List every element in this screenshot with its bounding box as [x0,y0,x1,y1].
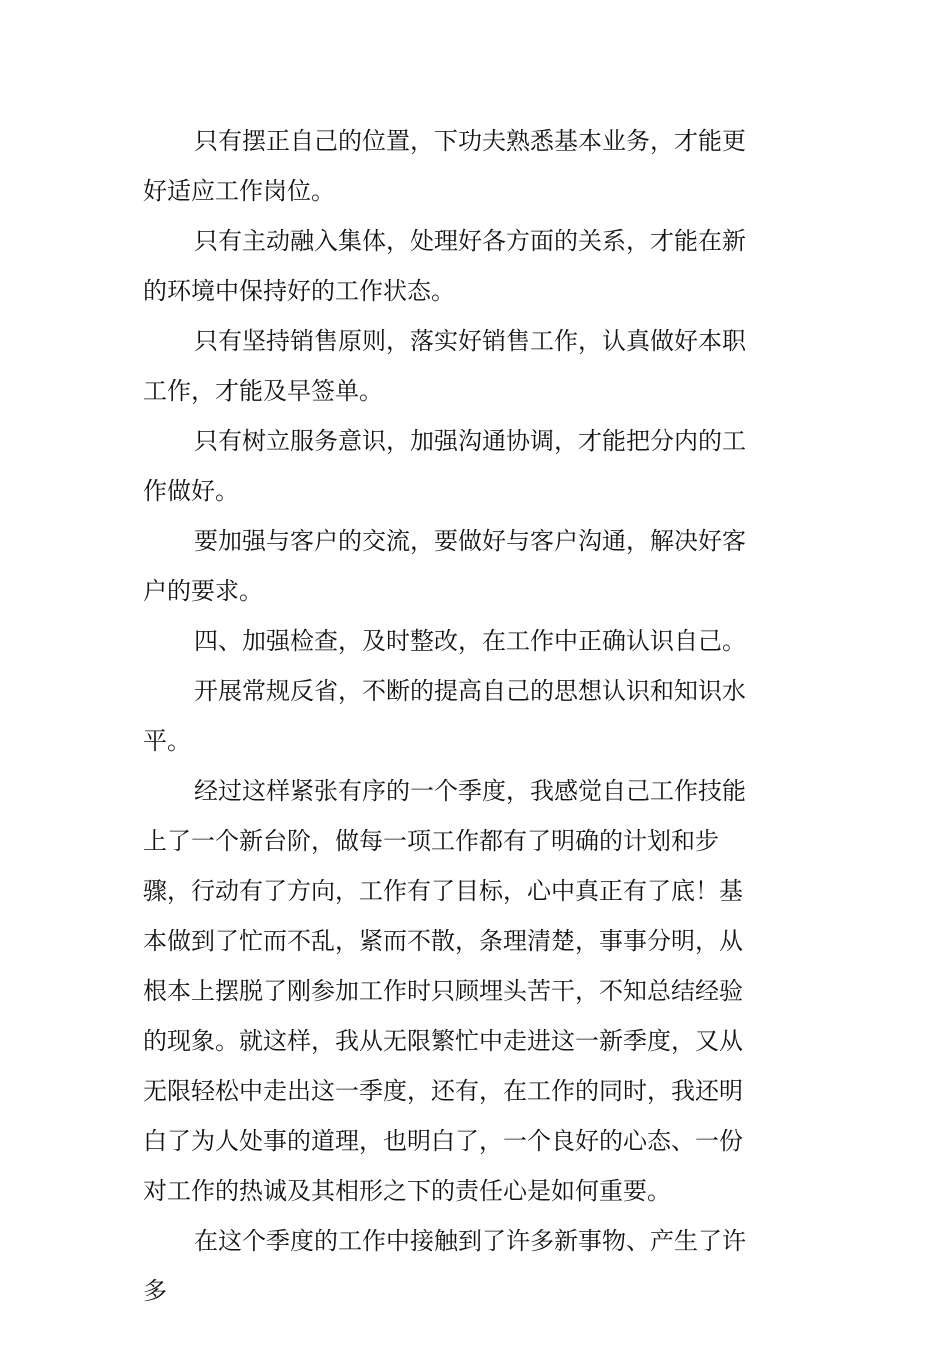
document-body [143,116,755,1316]
section-heading: 四、加强检查，及时整改，在工作中正确认识自己。 [194,627,746,655]
paragraph-8: 经过这样紧张有序的一个季度，我感觉自己工作技能上了一个新台阶，做每一项工作都有了明确的计划和步骤，行动有了方向，工作有了目标，心中真正有了底！基本做到了忙而不乱，紧而不散，条理清楚，事事分明，从根本上摆脱了刚参加工作时只顾埋头苦干，不知总结经验的现象。就这样，我从无限繁忙中走进这一新季度，又从无限轻松中走出这一季度，还有，在工作的同时，我还明白了为人处事的道理，也明白了，一个良好的心态、一份对工作的热诚及其相形之下的责任心是如何重要。 [143,777,746,1205]
paragraph-9: 在这个季度的工作中接触到了许多新事物、产生了许多 [143,1227,746,1305]
paragraph-4: 只有树立服务意识，加强沟通协调，才能把分内的工作做好。 [143,427,746,505]
paragraph-1: 只有摆正自己的位置，下功夫熟悉基本业务，才能更好适应工作岗位。 [143,127,746,205]
paragraph-2: 只有主动融入集体，处理好各方面的关系，才能在新的环境中保持好的工作状态。 [143,227,746,305]
paragraph-3: 只有坚持销售原则，落实好销售工作，认真做好本职工作，才能及早签单。 [143,327,746,405]
paragraph-7: 开展常规反省，不断的提高自己的思想认识和知识水平。 [143,677,746,755]
paragraph-5: 要加强与客户的交流，要做好与客户沟通，解决好客户的要求。 [143,527,746,605]
